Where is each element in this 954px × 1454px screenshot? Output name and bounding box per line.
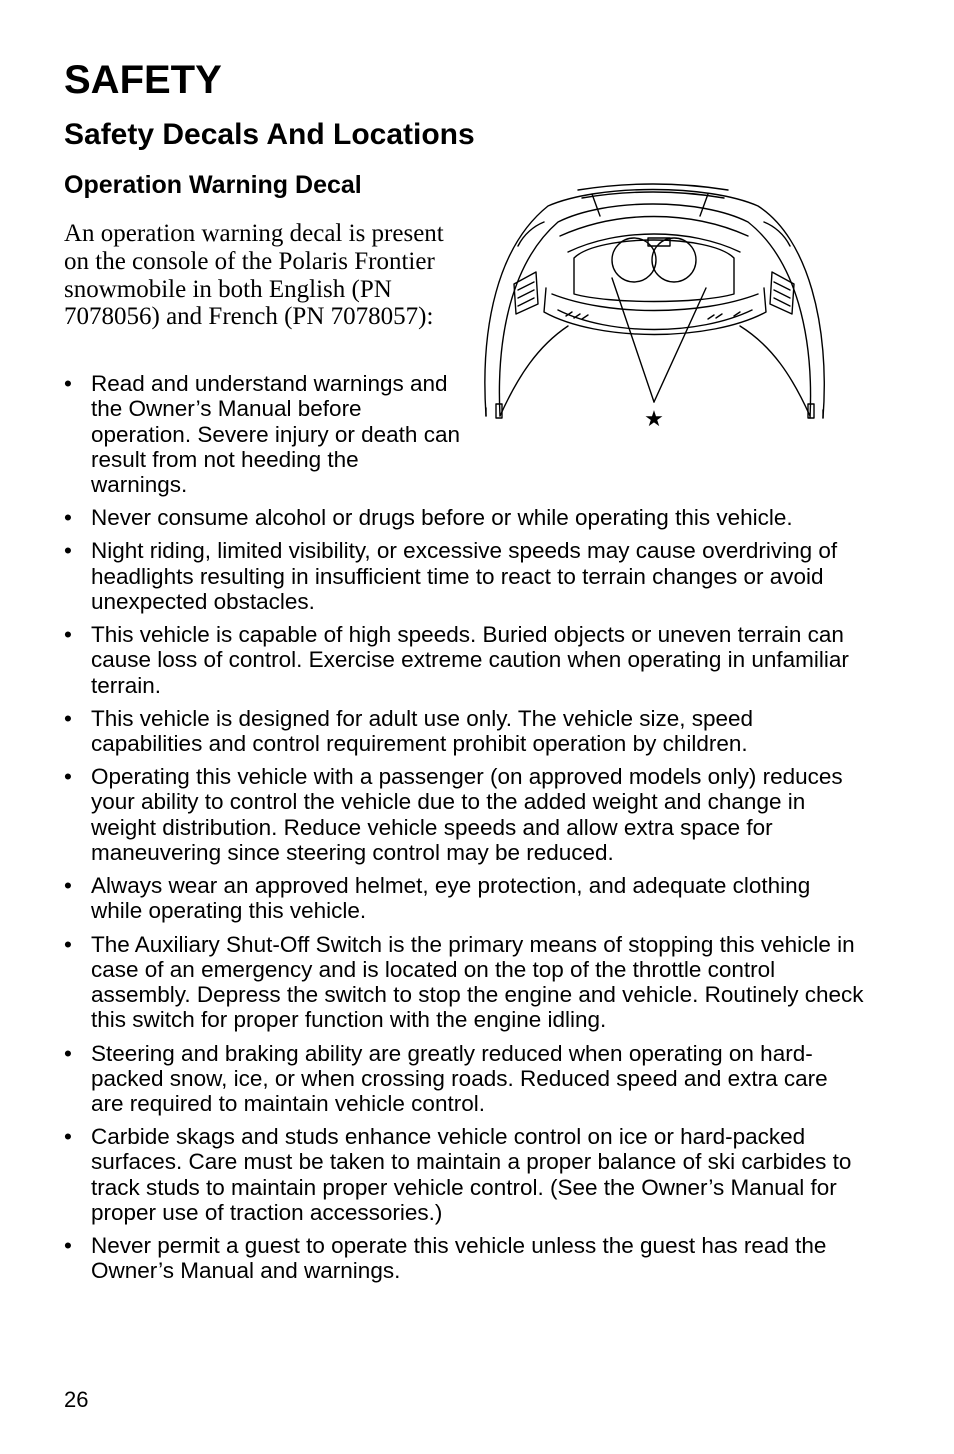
list-item-text: Carbide skags and studs enhance vehicle control on ice or hard-packed surfaces. Care must be taken to maintain a proper balance of ski carbides to track studs to maintain proper vehicle control. (See the Owner’s Manual for proper use of traction accessories.): [91, 1124, 852, 1226]
bullet-icon: •: [64, 1040, 72, 1066]
list-item: [64, 932, 864, 1033]
bullet-icon: •: [64, 505, 72, 531]
list-item: [64, 622, 864, 698]
bullet-icon: •: [64, 764, 72, 790]
list-item-text: Read and understand warnings and the Owner’s Manual before operation. Severe injury or death can result from not heeding the warnings.: [91, 371, 460, 498]
bullet-icon: •: [64, 371, 72, 396]
bullet-icon: •: [64, 622, 72, 648]
bullet-icon: •: [64, 1124, 72, 1150]
list-item: [64, 505, 864, 530]
list-item-text: Night riding, limited visibility, or excessive speeds may cause overdriving of headlights resulting in insufficient time to react to terrain changes or avoid unexpected obstacles.: [91, 538, 838, 614]
list-item: [64, 764, 864, 865]
list-item: [64, 371, 461, 497]
bullet-icon: •: [64, 873, 72, 899]
list-item: [64, 538, 864, 614]
list-item-text: This vehicle is designed for adult use only. The vehicle size, speed capabilities and control requirement prohibit operation by children.: [91, 705, 754, 757]
intro-paragraph: An operation warning decal is present on the console of the Polaris Frontier snowmobile in both English (PN 7078056) and French (PN 7078057):: [64, 220, 444, 331]
bullet-icon: •: [64, 931, 72, 957]
bullet-icon: •: [64, 538, 72, 564]
list-item-text: Operating this vehicle with a passenger (on approved models only) reduces your ability to control the vehicle due to the added weight and change in weight distribution. Reduce vehicle speeds and allow extra space for maneuvering since steering control may be reduced.: [91, 764, 843, 866]
warning-list: [64, 371, 864, 1292]
list-item-text: Never consume alcohol or drugs before or while operating this vehicle.: [91, 505, 793, 531]
bullet-icon: •: [64, 705, 72, 731]
list-item: [64, 1041, 864, 1117]
list-item-text: Never permit a guest to operate this vehicle unless the guest has read the Owner’s Manual and warnings.: [91, 1233, 827, 1284]
list-item-text: Steering and braking ability are greatly reduced when operating on hard-packed snow, ice, or when crossing roads. Reduced speed and extra care are required to maintain vehicle control.: [91, 1040, 828, 1117]
list-item: [64, 873, 864, 924]
list-item: [64, 1124, 864, 1225]
list-item: [64, 706, 864, 757]
list-item-text: This vehicle is capable of high speeds. Buried objects or uneven terrain can cause loss of control. Exercise extreme caution when operating in unfamiliar terrain.: [91, 622, 849, 698]
list-item: [64, 1233, 864, 1284]
page-title: SAFETY: [64, 58, 222, 102]
list-item-text: The Auxiliary Shut-Off Switch is the primary means of stopping this vehicle in case of an emergency and is located on the top of the throttle control assembly. Depress the switch to stop the engine and vehicle. Routinely check this switch for proper function with the engine idling.: [91, 931, 864, 1033]
page-number: 26: [64, 1387, 89, 1412]
star-marker-icon: ★: [644, 407, 664, 432]
section-heading: Safety Decals And Locations: [64, 118, 475, 151]
bullet-icon: •: [64, 1233, 72, 1259]
subsection-heading: Operation Warning Decal: [64, 171, 362, 199]
list-item-text: Always wear an approved helmet, eye protection, and adequate clothing while operating this vehicle.: [91, 873, 811, 924]
